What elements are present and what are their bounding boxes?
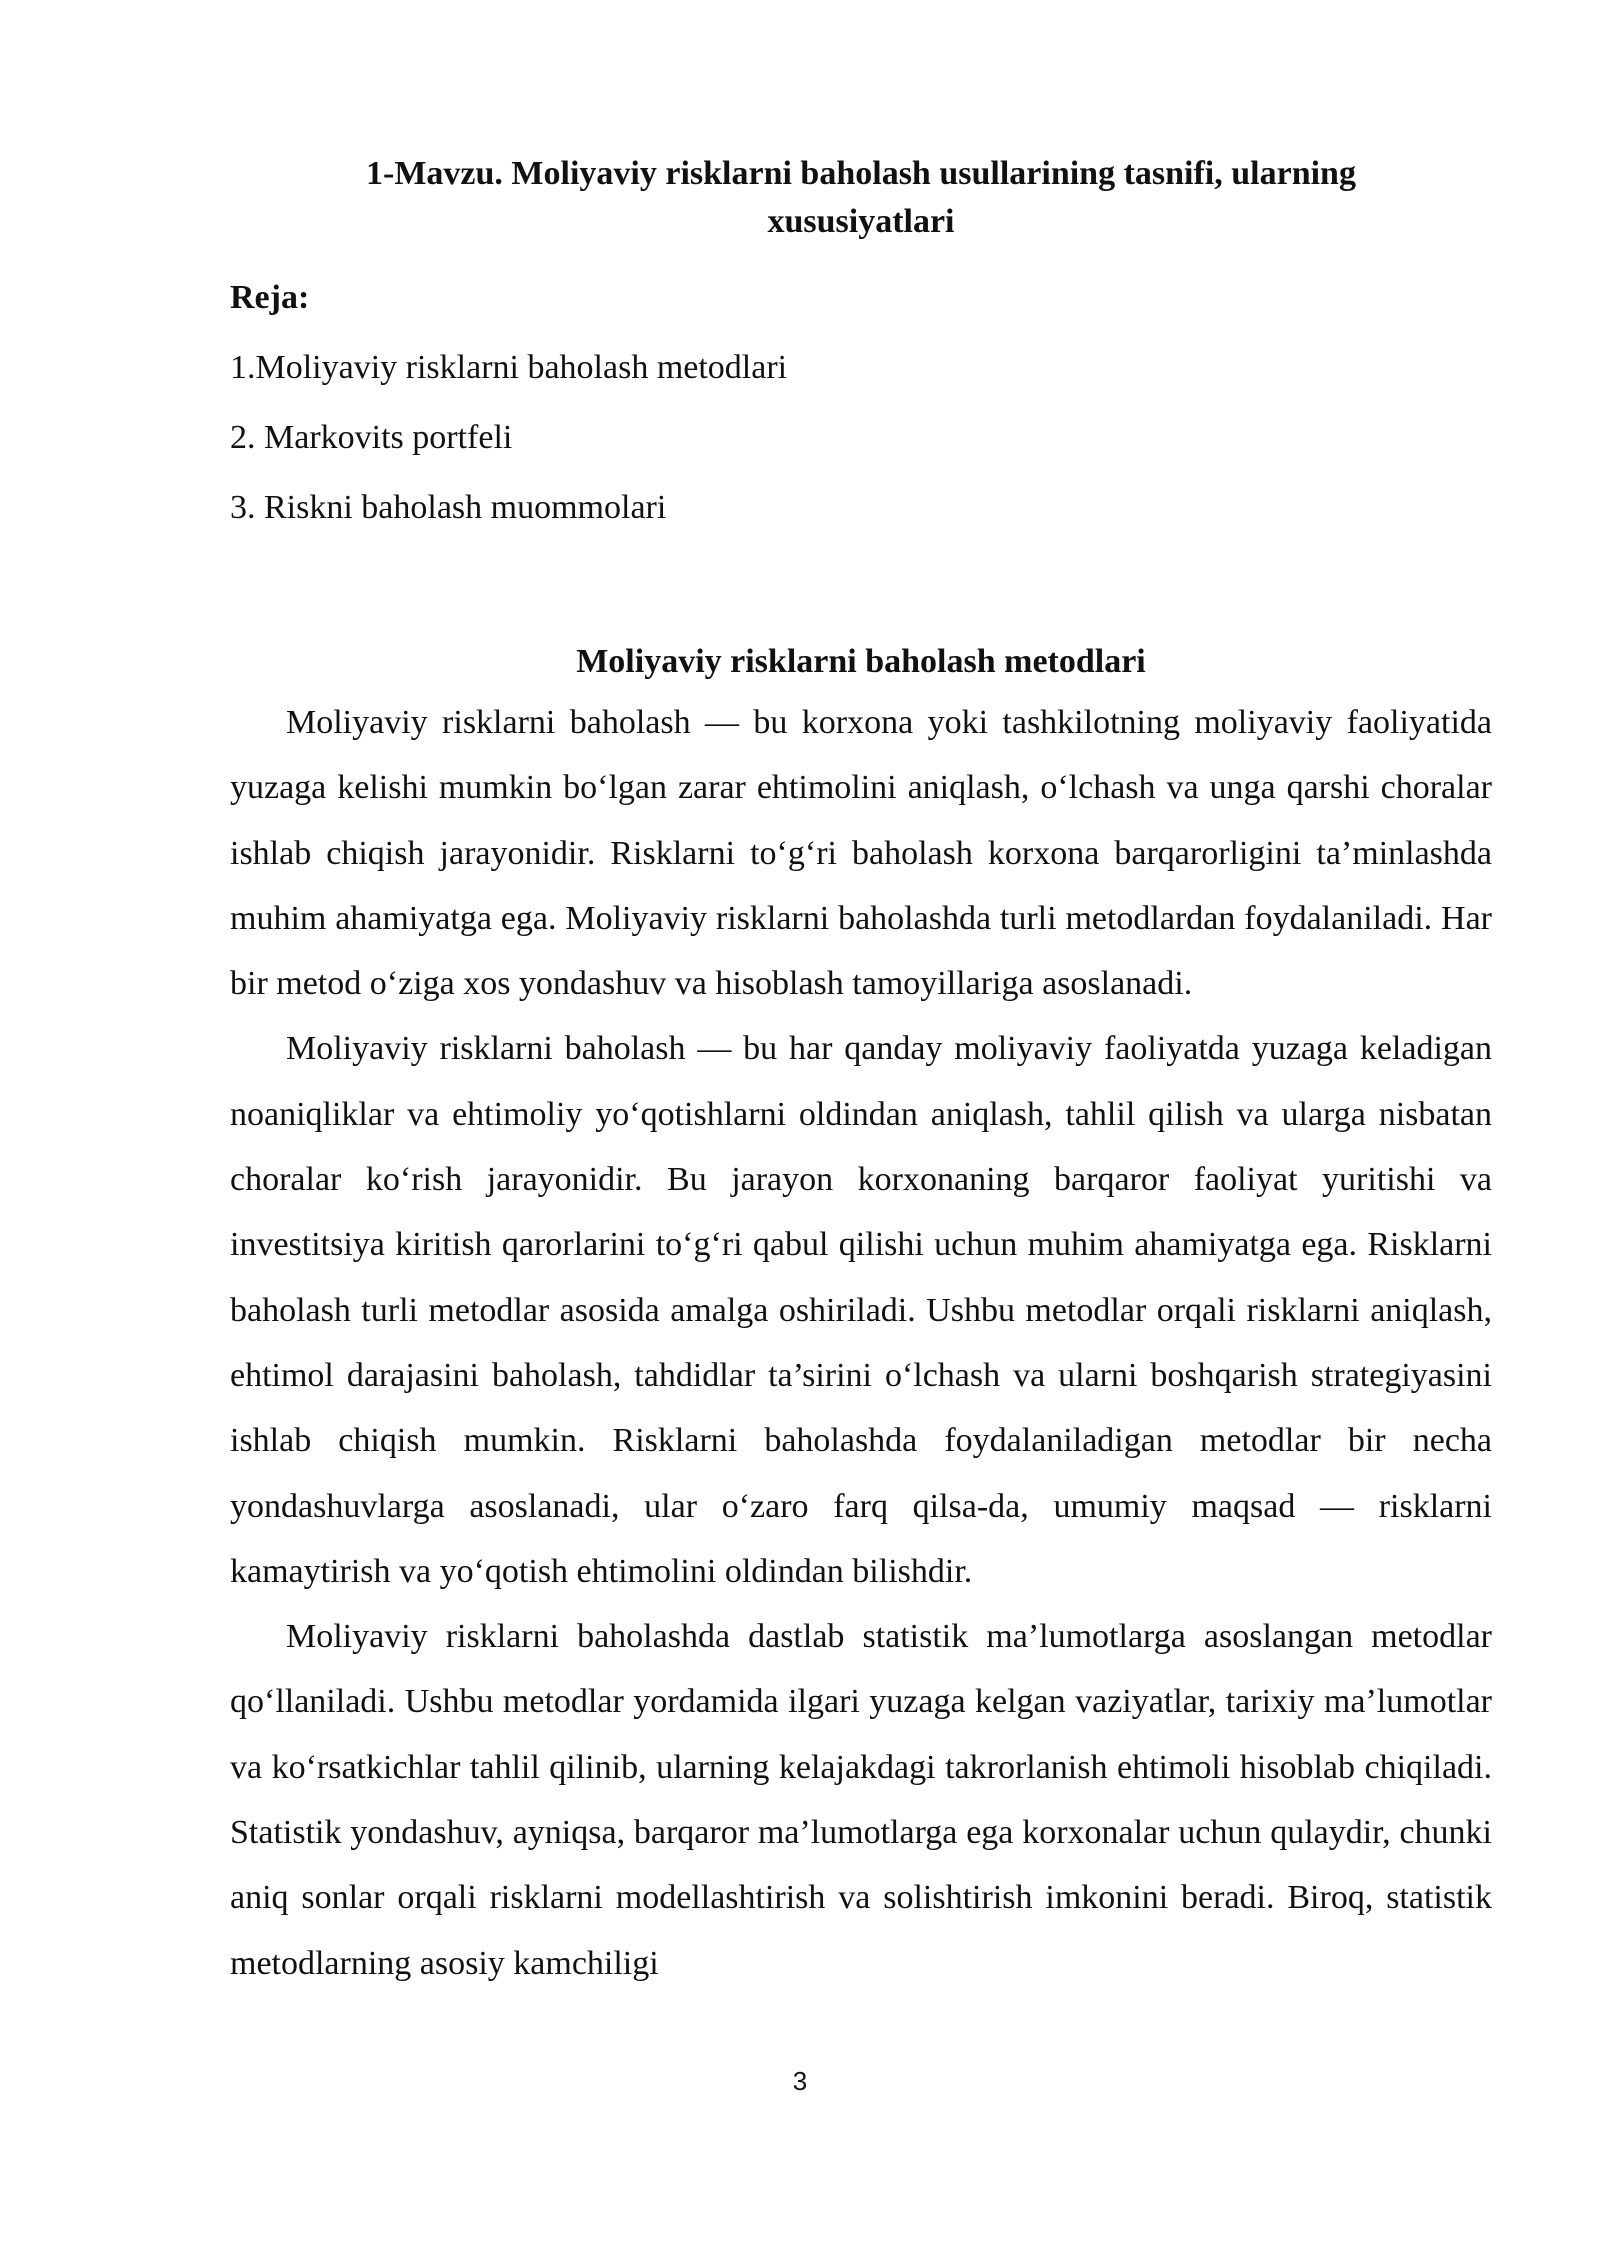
plan-item: 2. Markovits portfeli	[230, 419, 513, 456]
document-page	[230, 150, 1492, 1996]
body-paragraph: Moliyaviy risklarni baholash — bu korxona yoki tashkilotning moliyaviy faoliyatida yuzaga kelishi mumkin bo‘lgan zarar ehtimolini aniqlash, o‘lchash va unga qarshi choralar ishlab chiqish jarayonidir. Risklarni to‘g‘ri baholash korxona barqarorligini ta’minlashda muhim ahamiyatga ega. Moliyaviy risklarni baholashda turli metodlardan foydalaniladi. Har bir metod o‘ziga xos yondashuv va hisoblash tamoyillariga asoslanadi.	[230, 704, 1492, 1003]
section-heading: Moliyaviy risklarni baholash metodlari	[576, 643, 1146, 680]
plan-heading: Reja:	[230, 279, 310, 316]
plan-item: 3. Riskni baholash muommolari	[230, 489, 667, 526]
page-number: 3	[792, 2066, 808, 2096]
topic-title: 1-Mavzu. Moliyaviy risklarni baholash usullarining tasnifi, ularning xususiyatlari	[366, 155, 1356, 240]
plan-list	[230, 344, 1492, 532]
plan-item: 1.Moliyaviy risklarni baholash metodlari	[230, 349, 788, 386]
body-paragraph: Moliyaviy risklarni baholash — bu har qanday moliyaviy faoliyatda yuzaga keladigan noaniqliklar va ehtimoliy yo‘qotishlarni oldindan aniqlash, tahlil qilish va ularga nisbatan choralar ko‘rish jarayonidir. Bu jarayon korxonaning barqaror faoliyat yuritishi va investitsiya kiritish qarorlarini to‘g‘ri qabul qilishi uchun muhim ahamiyatga ega. Risklarni baholash turli metodlar asosida amalga oshiriladi. Ushbu metodlar orqali risklarni aniqlash, ehtimol darajasini baholash, tahdidlar ta’sirini o‘lchash va ularni boshqarish strategiyasini ishlab chiqish mumkin. Risklarni baholashda foydalaniladigan metodlar bir necha yondashuvlarga asoslanadi, ular o‘zaro farq qilsa-da, umumiy maqsad — risklarni kamaytirish va yo‘qotish ehtimolini oldindan bilishdir.	[230, 1030, 1492, 1590]
body-paragraph: Moliyaviy risklarni baholashda dastlab statistik ma’lumotlarga asoslangan metodlar qo‘llaniladi. Ushbu metodlar yordamida ilgari yuzaga kelgan vaziyatlar, tarixiy ma’lumotlar va ko‘rsatkichlar tahlil qilinib, ularning kelajakdagi takrorlanish ehtimoli hisoblab chiqiladi. Statistik yondashuv, ayniqsa, barqaror ma’lumotlarga ega korxonalar uchun qulaydir, chunki aniq sonlar orqali risklarni modellashtirish va solishtirish imkonini beradi. Biroq, statistik metodlarning asosiy kamchiligi	[230, 1618, 1492, 1982]
